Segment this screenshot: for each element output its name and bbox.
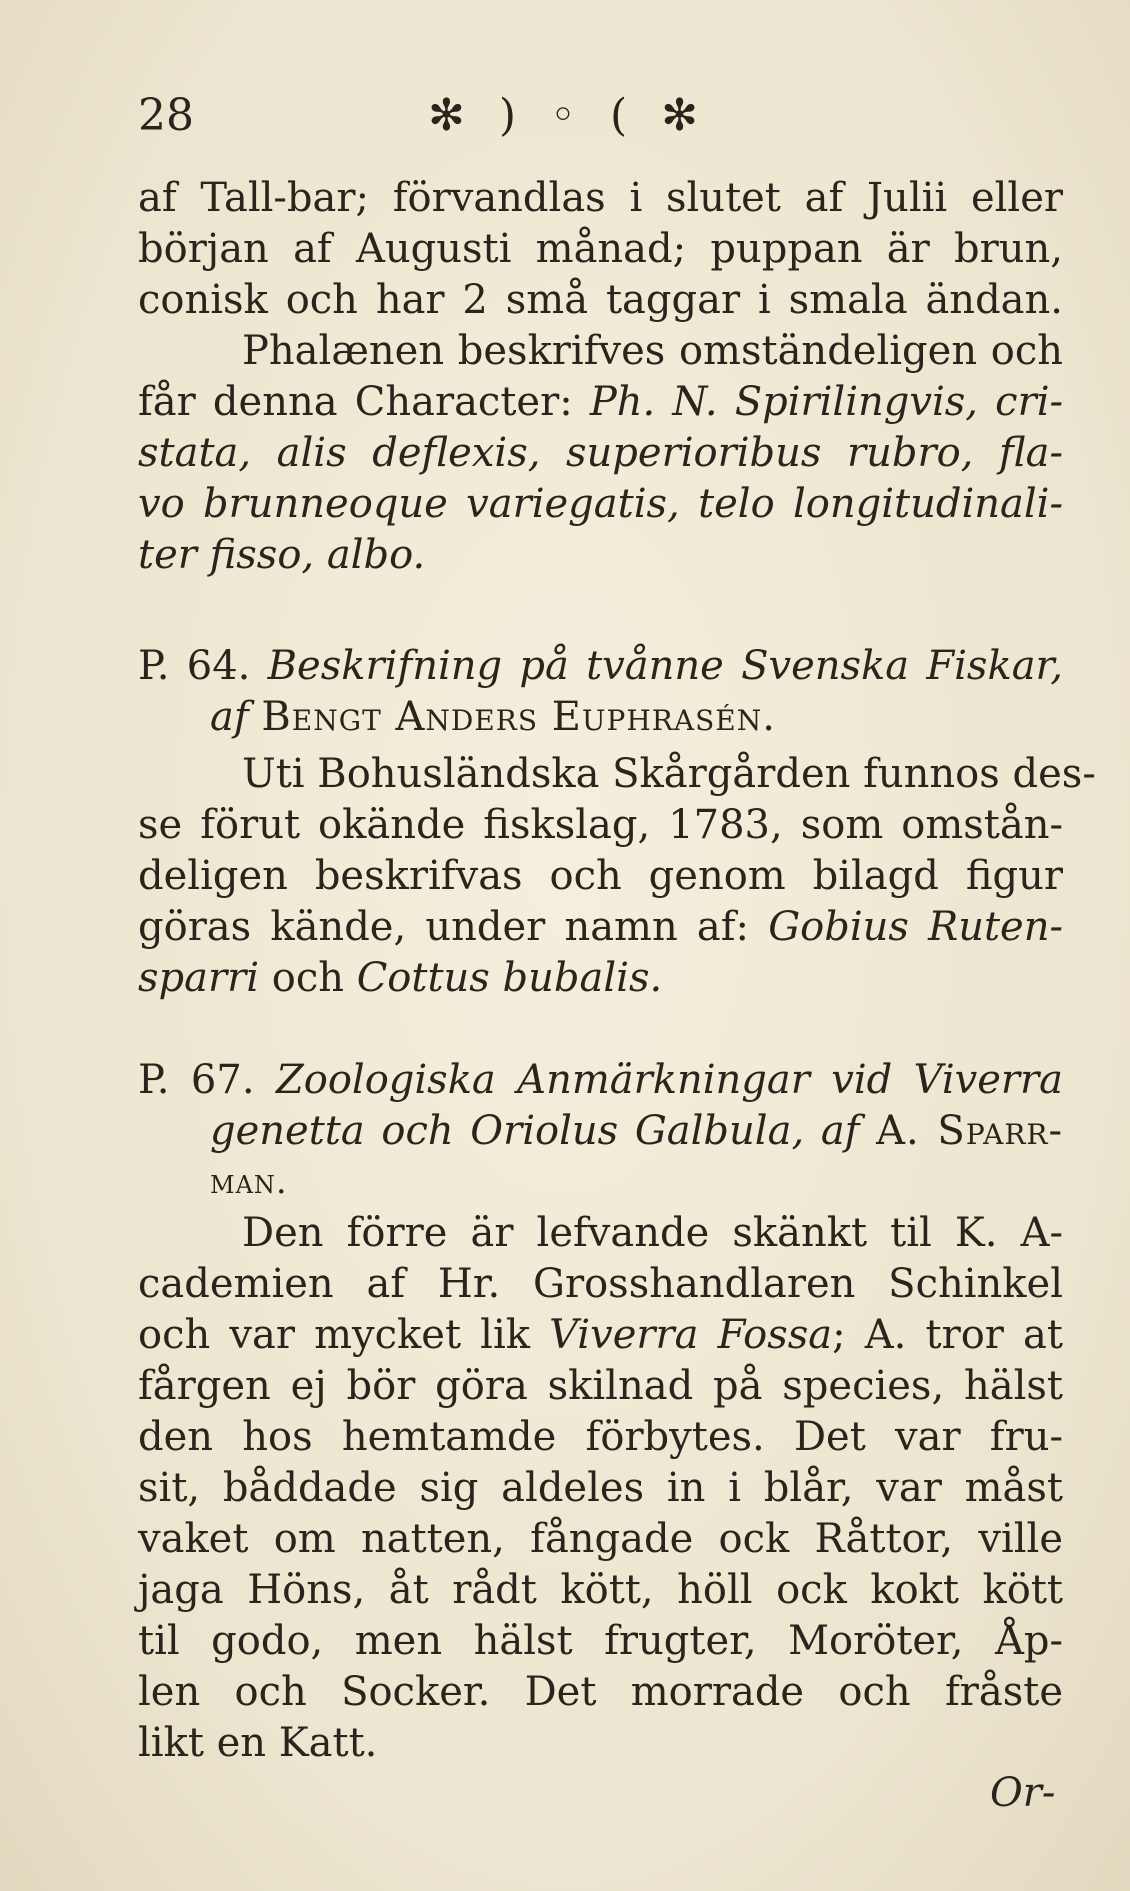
entry-heading [210,1105,1063,1157]
text-line: jaga Höns, åt rådt kött, höll ock kokt kött [138,1567,1063,1613]
text-span: får denna Character: [138,379,590,425]
species-name: sparri [138,955,260,1001]
text-line [138,1258,1063,1310]
text-line: likt en Katt. [138,1720,378,1766]
text-line: Uti Bohusländska Skårgården funnos des- [242,751,1096,797]
text-span: cademien af Hr. Grosshandlaren Schinkel [138,1261,1063,1307]
entry-title: genetta och Oriolus Galbula [210,1108,792,1154]
text-line: se förut okände fiskslag, 1783, som omstån- [138,802,1063,848]
text-line [138,901,1063,953]
text-line: deligen beskrifvas och genom bilagd figur [138,853,1063,899]
species-diagnosis: vo brunneoque variegatis, telo longitudinali- [138,481,1063,527]
page-number: 28 [138,90,194,141]
page-header [138,86,1038,146]
entry-heading [138,1054,1063,1106]
species-diagnosis: Ph. N. Spirilingvis, cri- [589,379,1064,425]
text-line: fårgen ej bör göra skilnad på species, hälst [138,1363,1063,1409]
entry-title: Zoologiska Anmärkningar vid Viverra [275,1057,1063,1103]
text-line: Phalænen beskrifves omständeligen och [242,328,1063,374]
text-line [138,376,1063,428]
text-line: början af Augusti månad; puppan är brun, [138,226,1063,272]
text-line [138,1309,1063,1361]
text-line: conisk och har 2 små taggar i smala ändan. [138,277,1063,323]
species-diagnosis: stata, alis deflexis, superioribus rubro, fla- [138,430,1063,476]
species-name: Viverra Fossa [549,1312,833,1358]
header-ornament: ✻ ) ◦ ( ✻ [428,90,708,141]
entry-heading [138,640,1063,692]
species-name: Gobius Ruten- [768,904,1063,950]
text-line: Den förre är lefvande skänkt til K. A- [242,1210,1063,1256]
author-name: Bengt Anders Euphrasén. [261,694,776,740]
entry-page-ref: P. 64. [138,643,268,689]
catchword: Or- [990,1770,1056,1816]
text-line: len och Socker. Det morrade och fråste [138,1669,1063,1715]
text-line: sit, båddade sig aldeles in i blår, var måst [138,1465,1063,1511]
text-span: och var mycket lik [138,1312,550,1358]
species-diagnosis: ter fisso, albo. [138,532,426,578]
author-name: A. Sparr- [876,1108,1064,1154]
text-line [138,952,1063,1004]
text-span: ; A. tror at [832,1312,1063,1358]
text-line: vaket om natten, fångade ock Råttor, ville [138,1516,1063,1562]
author-prefix: , af [791,1108,877,1154]
species-name: Cottus bubalis. [356,955,663,1001]
text-span: göras kände, under namn af: [138,904,769,950]
author-prefix: af [210,694,262,740]
entry-author [210,691,1063,743]
text-line: den hos hemtamde förbytes. Det var fru- [138,1414,1063,1460]
entry-title: Beskrifning på tvånne Svenska Fiskar, [267,643,1063,689]
text-line: af Tall-bar; förvandlas i slutet af Julii eller [138,175,1063,221]
entry-page-ref: P. 67. [138,1057,276,1103]
author-name: man. [210,1162,288,1202]
text-span: och [259,955,357,1001]
text-line: til godo, men hälst frugter, Moröter, Åp- [138,1618,1063,1664]
